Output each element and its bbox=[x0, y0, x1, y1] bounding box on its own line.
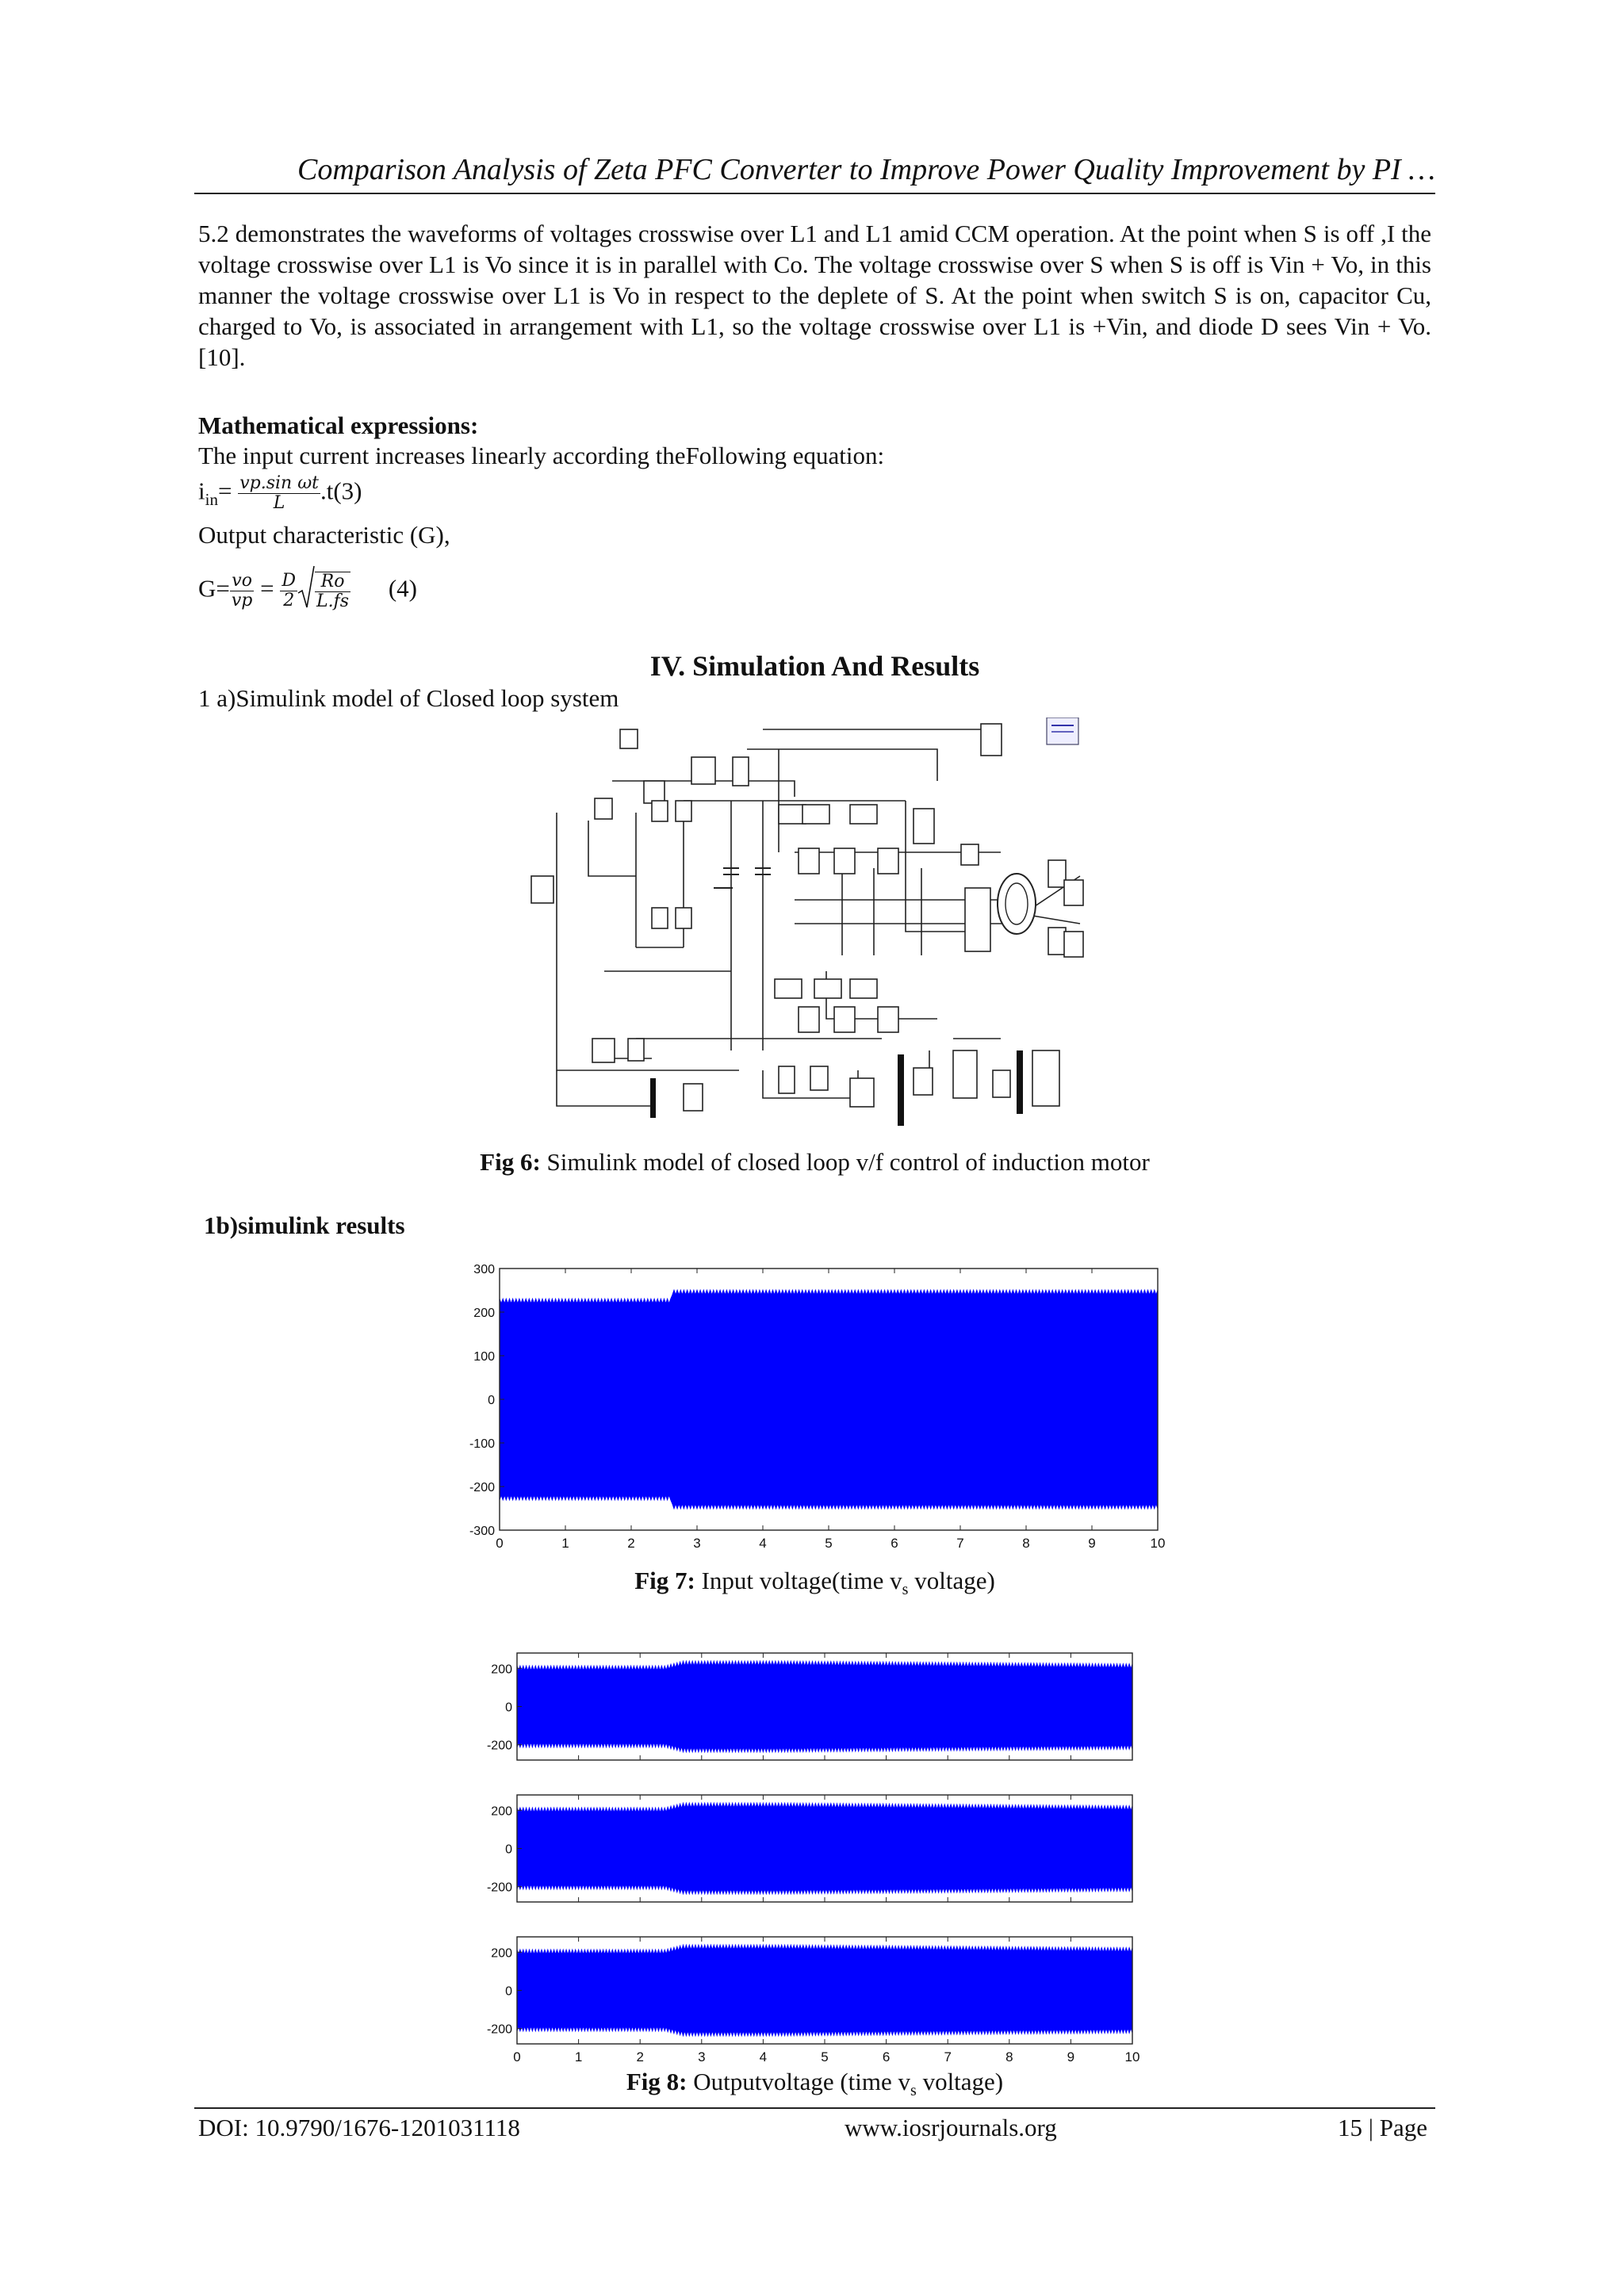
y-tick-label-fig8-p2-2: -200 bbox=[486, 1881, 512, 1895]
y-tick-label-fig7-5: -200 bbox=[469, 1481, 495, 1494]
figure-7-caption: Fig 7: Input voltage(time $v_s$ voltage) bbox=[634, 1567, 995, 1599]
x-tick-label-fig7-9: 9 bbox=[1088, 1536, 1096, 1551]
x-tick-label-fig7-7: 7 bbox=[956, 1536, 964, 1551]
waveform-envelope-fig8-p3 bbox=[517, 1945, 1132, 2035]
x-tick-label-fig7-8: 8 bbox=[1022, 1536, 1030, 1551]
math-intro: The input current increases linearly according theFollowing equation: bbox=[198, 442, 885, 469]
eq3-fraction: $\frac{\text{vp.sin ωt}}{L}$ bbox=[239, 473, 319, 513]
y-tick-label-fig8-p3-1: 0 bbox=[505, 1984, 512, 1999]
footer-doi: DOI: 10.9790/1676-1201031118 bbox=[198, 2114, 520, 2141]
x-tick-label-fig7-6: 6 bbox=[891, 1536, 898, 1551]
header-rule bbox=[194, 193, 1435, 194]
x-tick-label-fig7-5: 5 bbox=[825, 1536, 833, 1551]
y-tick-label-fig7-2: 100 bbox=[473, 1350, 495, 1364]
math-heading: Mathematical expressions: bbox=[198, 411, 479, 439]
y-tick-label-fig8-p2-1: 0 bbox=[505, 1843, 512, 1857]
figure-8-caption: Fig 8: Outputvoltage (time $v_s$ voltage) bbox=[626, 2068, 1004, 2100]
running-header: Comparison Analysis of Zeta PFC Converter to Improve Power Quality Improvement by PI … bbox=[297, 153, 1435, 186]
waveform-envelope-fig7 bbox=[500, 1290, 1158, 1509]
x-tick-label-fig7-4: 4 bbox=[759, 1536, 767, 1551]
footer-rule bbox=[194, 2107, 1435, 2109]
x-tick-label-fig8-p3-7: 7 bbox=[944, 2049, 952, 2064]
y-tick-label-fig8-p3-0: 200 bbox=[491, 1946, 512, 1961]
section-title: IV. Simulation And Results bbox=[649, 650, 980, 682]
y-tick-label-fig8-p2-0: 200 bbox=[491, 1804, 512, 1819]
radical-sign bbox=[297, 564, 315, 618]
input-voltage-chart bbox=[444, 1253, 1174, 1562]
y-tick-label-fig7-6: -300 bbox=[469, 1525, 495, 1538]
y-tick-label-fig7-3: 0 bbox=[488, 1394, 495, 1407]
y-tick-label-fig8-p3-2: -200 bbox=[486, 2022, 512, 2037]
output-characteristic: Output characteristic (G), bbox=[198, 521, 450, 549]
subsection-1b: 1b)simulink results bbox=[204, 1211, 405, 1239]
y-tick-label-fig7-4: -100 bbox=[469, 1437, 495, 1451]
x-tick-label-fig8-p3-6: 6 bbox=[882, 2049, 891, 2064]
x-tick-label-fig8-p3-10: 10 bbox=[1124, 2049, 1140, 2064]
body-paragraph bbox=[198, 218, 1431, 373]
paragraph-text: 5.2 demonstrates the waveforms of voltages crosswise over L1 and L1 amid CCM operation. At the point when S is off ,I the voltage crosswise over L1 is Vo since it is in parallel with Co. The voltage crosswise over S when S is off is Vin + Vo, in this manner the voltage crosswise over L1 is Vo in respect to the deplete of S. At the point when switch S is on, capacitor Cu, charged to Vo, is associated in arrangement with L1, so the voltage crosswise over L1 is +Vin, and diode D sees Vin + Vo.[10]. bbox=[198, 220, 1431, 371]
waveform-envelope-fig8-p2 bbox=[517, 1803, 1132, 1893]
y-tick-label-fig8-p1-2: -200 bbox=[486, 1739, 512, 1753]
equation-4: G= $\frac{vo}{vp}$ = $\frac{D}{2}$ $\frac{Ro}{L.fs}$ (4) bbox=[198, 564, 417, 618]
footer-url: www.iosrjournals.org bbox=[845, 2114, 1057, 2141]
y-tick-label-fig7-0: 300 bbox=[473, 1263, 495, 1276]
x-tick-label-fig8-p3-5: 5 bbox=[821, 2049, 829, 2064]
x-tick-label-fig8-p3-9: 9 bbox=[1067, 2049, 1075, 2064]
x-tick-label-fig7-2: 2 bbox=[627, 1536, 635, 1551]
x-tick-label-fig8-p3-4: 4 bbox=[759, 2049, 768, 2064]
x-tick-label-fig7-10: 10 bbox=[1150, 1536, 1166, 1551]
x-tick-label-fig8-p3-0: 0 bbox=[513, 2049, 521, 2064]
subsection-1a: 1 a)Simulink model of Closed loop system bbox=[198, 684, 619, 712]
footer-page-number: 15 | Page bbox=[1338, 2114, 1427, 2141]
y-tick-label-fig7-1: 200 bbox=[473, 1307, 495, 1320]
figure-6-caption: Fig 6: Simulink model of closed loop v/f control of induction motor bbox=[480, 1148, 1150, 1176]
x-tick-label-fig7-1: 1 bbox=[561, 1536, 569, 1551]
y-tick-label-fig8-p1-0: 200 bbox=[491, 1663, 512, 1677]
output-voltage-chart bbox=[476, 1645, 1142, 2065]
waveform-envelope-fig8-p1 bbox=[517, 1661, 1132, 1751]
simulink-model-diagram bbox=[525, 718, 1120, 1134]
x-tick-label-fig7-3: 3 bbox=[693, 1536, 701, 1551]
x-tick-label-fig8-p3-8: 8 bbox=[1005, 2049, 1013, 2064]
x-tick-label-fig7-0: 0 bbox=[496, 1536, 504, 1551]
y-tick-label-fig8-p1-1: 0 bbox=[505, 1701, 512, 1715]
x-tick-label-fig8-p3-3: 3 bbox=[698, 2049, 706, 2064]
x-tick-label-fig8-p3-2: 2 bbox=[636, 2049, 644, 2064]
equation-3: $i_{in}=$ $\frac{\text{vp.sin ωt}}{L}$ .t(3) bbox=[198, 473, 362, 513]
x-tick-label-fig8-p3-1: 1 bbox=[574, 2049, 583, 2064]
